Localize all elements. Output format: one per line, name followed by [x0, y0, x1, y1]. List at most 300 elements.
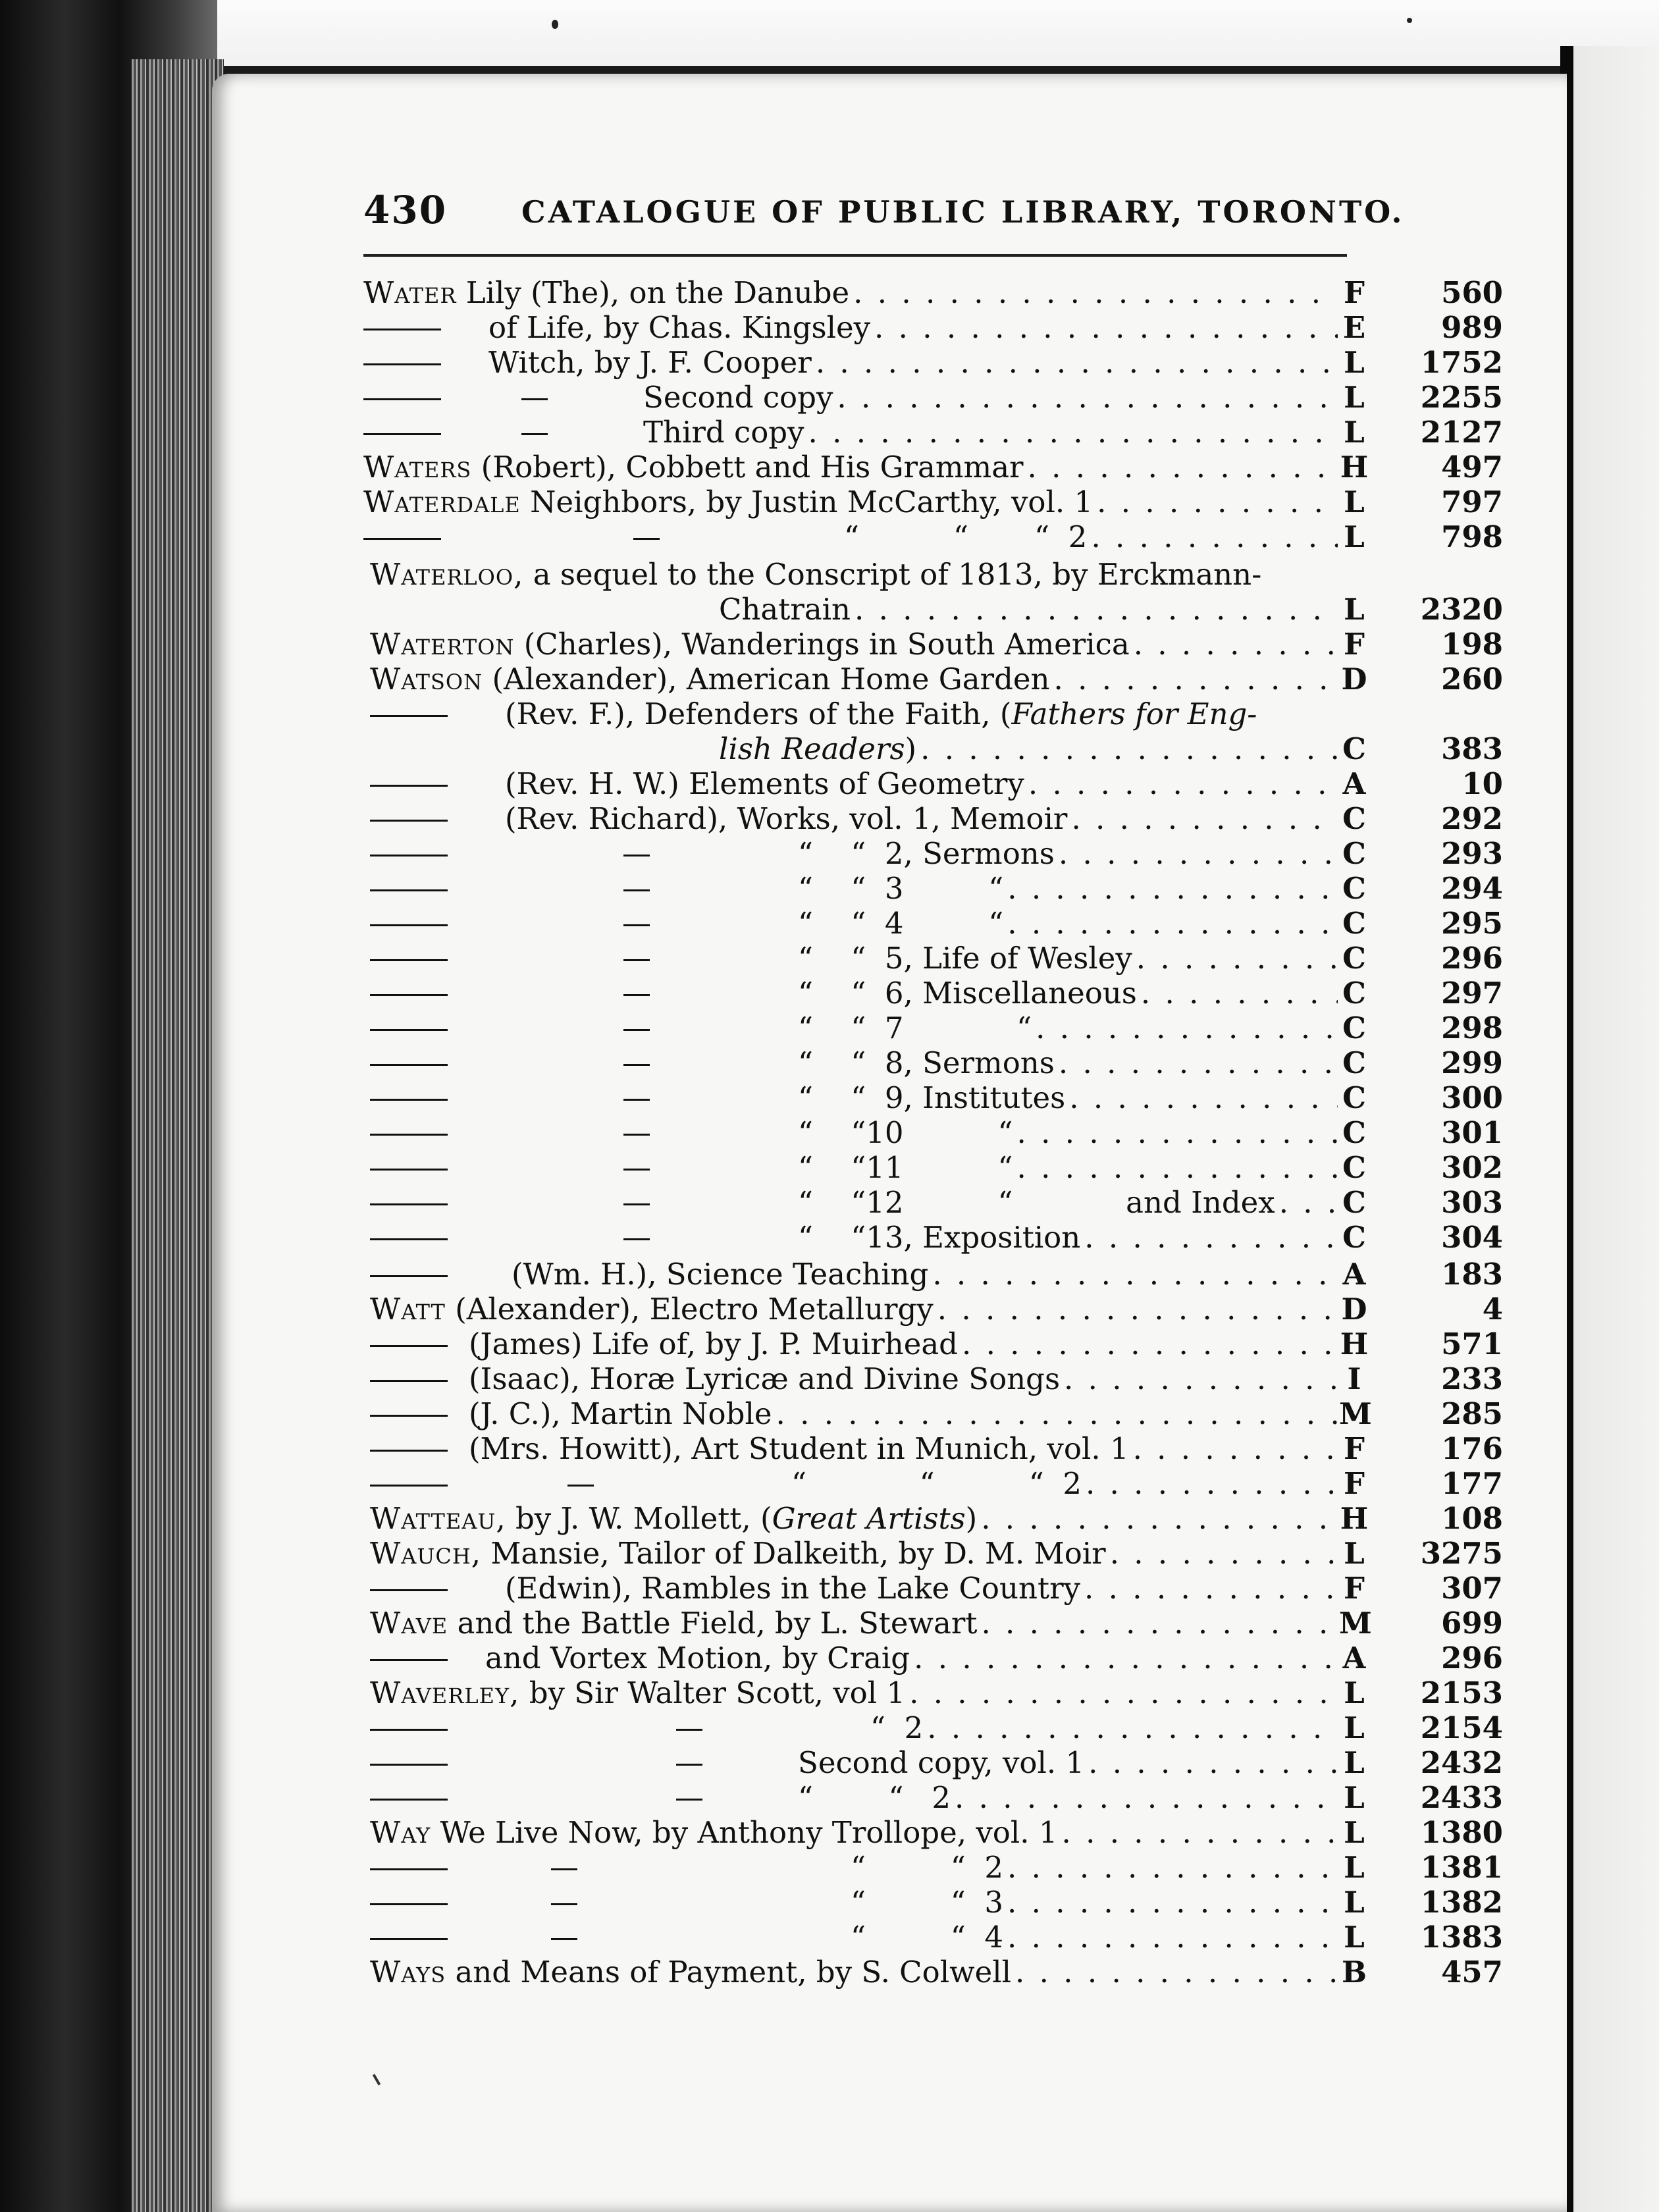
leader-dots — [1053, 662, 1338, 697]
entry-class-letter: C — [1342, 1045, 1366, 1080]
leader-dots — [1028, 766, 1338, 801]
catalogue-entry — [363, 871, 1503, 906]
entry-title — [870, 1710, 923, 1745]
entry-class-letter: L — [1344, 1710, 1365, 1745]
entry-title — [798, 836, 1055, 871]
entry-class-letter: L — [1344, 415, 1365, 450]
entry-shelf-number: 2255 — [1420, 380, 1503, 415]
catalogue-entry — [363, 976, 1503, 1011]
entry-title — [798, 1185, 1275, 1220]
scan-speck — [1407, 18, 1412, 23]
catalogue-entry — [363, 275, 1503, 310]
entry-class-letter: L — [1344, 1675, 1365, 1710]
entry-class-letter: H — [1340, 1501, 1369, 1536]
entry-shelf-number: 298 — [1441, 1011, 1503, 1045]
entry-shelf-number: 1380 — [1420, 1815, 1503, 1850]
entry-text: Neighbors, by Justin McCarthy, vol. 1 — [530, 485, 1093, 519]
entry-title — [505, 801, 1067, 836]
entry-text: “ “12 “ and Index — [798, 1185, 1275, 1220]
leader-dots — [1133, 1431, 1338, 1466]
entry-title — [719, 592, 851, 627]
catalogue-entry — [363, 519, 1503, 554]
entry-text: a sequel to the Conscript of 1813, by Erckmann- — [533, 557, 1262, 592]
leader-dots — [1141, 976, 1338, 1011]
catalogue-entry — [363, 415, 1503, 450]
entry-shelf-number: 2320 — [1420, 592, 1503, 627]
entry-class-letter: F — [1344, 1466, 1365, 1501]
entry-heading: Watteau, — [370, 1501, 506, 1536]
entry-text: (James) Life of, by J. P. Muirhead — [469, 1327, 958, 1361]
catalogue-entry — [363, 485, 1503, 519]
ditto-dash — [370, 1029, 448, 1031]
entry-class-letter: F — [1344, 1571, 1365, 1606]
catalogue-entry — [363, 1115, 1503, 1150]
catalogue-entry — [363, 1955, 1503, 1989]
entry-series: Great Artists — [772, 1501, 966, 1536]
catalogue-entry — [363, 766, 1503, 801]
entry-heading: Waterton — [370, 627, 515, 662]
entry-class-letter: C — [1342, 1011, 1366, 1045]
top-margin — [0, 0, 1659, 66]
ditto-dash — [623, 1169, 650, 1171]
entry-text: “ “ 2 — [798, 1780, 951, 1815]
entry-shelf-number: 108 — [1441, 1501, 1503, 1536]
ditto-dash — [370, 820, 448, 822]
entry-title — [851, 1850, 1003, 1885]
entry-title — [370, 662, 1049, 697]
entry-shelf-number: 1382 — [1420, 1885, 1503, 1920]
ditto-dash — [551, 1903, 577, 1905]
ditto-dash — [676, 1729, 702, 1731]
entry-text: “ “13, Exposition — [798, 1220, 1081, 1255]
entry-text: (Rev. H. W.) Elements of Geometry — [505, 766, 1024, 801]
catalogue-entry — [363, 1361, 1503, 1396]
entry-text: “ “ 4 “ — [798, 906, 1004, 941]
leader-dots — [1084, 1571, 1338, 1606]
entry-shelf-number: 989 — [1441, 310, 1503, 345]
catalogue-entry — [363, 1220, 1503, 1255]
ditto-dash — [623, 1064, 650, 1066]
entry-text: Second copy — [643, 380, 833, 415]
catalogue-entry — [363, 1466, 1503, 1501]
entry-shelf-number: 233 — [1441, 1361, 1503, 1396]
ditto-dash — [623, 994, 650, 996]
entry-series: Fathers for Eng- — [1011, 697, 1257, 731]
catalogue-entry — [363, 1431, 1503, 1466]
catalogue-entry — [363, 836, 1503, 871]
ditto-dash — [370, 715, 448, 717]
entry-title — [643, 415, 804, 450]
entry-class-letter: B — [1341, 1955, 1367, 1989]
entry-class-letter: C — [1342, 976, 1366, 1011]
leader-dots — [1136, 941, 1338, 976]
entry-heading: Waterloo, — [370, 557, 524, 592]
entry-text: (Edwin), Rambles in the Lake Country — [505, 1571, 1081, 1606]
entry-shelf-number: 183 — [1441, 1257, 1503, 1292]
leader-dots — [1007, 1885, 1338, 1920]
ditto-dash — [370, 1203, 448, 1205]
entry-text: “ “ “ 2 — [844, 519, 1088, 554]
catalogue-entry — [363, 1185, 1503, 1220]
catalogue-entry — [363, 557, 1483, 592]
entry-series: lish Readers — [719, 731, 905, 766]
leader-dots — [1069, 1080, 1338, 1115]
entry-title — [505, 766, 1024, 801]
entry-shelf-number: 299 — [1441, 1045, 1503, 1080]
entry-shelf-number: 571 — [1441, 1327, 1503, 1361]
ditto-dash — [370, 1589, 448, 1591]
catalogue-entry — [363, 731, 1503, 766]
entry-title — [798, 1045, 1055, 1080]
catalogue-entry — [363, 1292, 1503, 1327]
entry-class-letter: M — [1339, 1396, 1372, 1431]
entry-text: “ “ 5, Life of Wesley — [798, 941, 1132, 976]
entry-shelf-number: 296 — [1441, 1641, 1503, 1675]
ditto-dash — [623, 855, 650, 856]
entry-class-letter: M — [1339, 1606, 1372, 1641]
ditto-dash — [633, 538, 660, 540]
entry-text: Second copy, vol. 1 — [798, 1745, 1085, 1780]
ditto-dash — [370, 1099, 448, 1101]
entry-text: Witch, by J. F. Cooper — [488, 345, 812, 380]
entry-class-letter: D — [1341, 1292, 1367, 1327]
leader-dots — [1097, 485, 1338, 519]
entry-text: by Sir Walter Scott, vol 1 — [529, 1675, 906, 1710]
catalogue-entry — [363, 1675, 1503, 1710]
leader-dots — [1071, 801, 1338, 836]
entry-heading: Waterdale — [363, 485, 521, 519]
catalogue-entry — [363, 1536, 1503, 1571]
ditto-dash — [370, 1729, 448, 1731]
entry-text: Chatrain — [719, 592, 851, 627]
entry-text: (Robert), Cobbett and His Grammar — [481, 450, 1024, 485]
ditto-dash — [370, 1134, 448, 1136]
entry-shelf-number: 198 — [1441, 627, 1503, 662]
entry-heading: Wave — [370, 1606, 448, 1641]
leader-dots — [1007, 1850, 1338, 1885]
entry-shelf-number: 177 — [1441, 1466, 1503, 1501]
catalogue-entry — [363, 1815, 1503, 1850]
entry-shelf-number: 300 — [1441, 1080, 1503, 1115]
entry-title — [512, 1257, 928, 1292]
ditto-dash — [551, 1938, 577, 1940]
catalogue-entry — [363, 380, 1503, 415]
entry-heading: Waverley, — [370, 1675, 520, 1710]
entry-title — [798, 1011, 1032, 1045]
entry-shelf-number: 457 — [1441, 1955, 1503, 1989]
entry-text: (Charles), Wanderings in South America — [523, 627, 1130, 662]
entry-title — [505, 1571, 1080, 1606]
leader-dots — [1091, 519, 1338, 554]
entry-shelf-number: 798 — [1441, 519, 1503, 554]
entry-class-letter: H — [1340, 1327, 1369, 1361]
ditto-dash — [623, 1029, 650, 1031]
entry-title — [370, 1501, 977, 1536]
entry-title — [798, 1780, 951, 1815]
entry-class-letter: L — [1344, 345, 1365, 380]
entry-title — [798, 1080, 1065, 1115]
catalogue-entry — [363, 1606, 1503, 1641]
entry-class-letter: C — [1342, 731, 1366, 766]
leader-dots — [855, 592, 1338, 627]
entry-title — [798, 1115, 1013, 1150]
entry-text: and Vortex Motion, by Craig — [485, 1641, 910, 1675]
entry-class-letter: A — [1342, 1641, 1366, 1675]
entry-class-letter: L — [1344, 1780, 1365, 1815]
catalogue-entry — [363, 1257, 1503, 1292]
entry-class-letter: A — [1342, 766, 1366, 801]
ditto-dash — [623, 889, 650, 891]
ditto-dash — [370, 1415, 448, 1417]
entry-shelf-number: 2154 — [1420, 1710, 1503, 1745]
ditto-dash — [370, 889, 448, 891]
catalogue-entry — [363, 1080, 1503, 1115]
entry-title — [798, 1150, 1013, 1185]
scan-speck — [552, 20, 558, 29]
entry-text: “ “ 6, Miscellaneous — [798, 976, 1137, 1011]
ditto-dash — [370, 924, 448, 926]
ditto-dash — [363, 329, 441, 330]
leader-dots — [914, 1641, 1338, 1675]
ditto-dash — [370, 994, 448, 996]
ditto-dash — [370, 1064, 448, 1066]
entry-title — [370, 1536, 1106, 1571]
entry-title — [488, 345, 812, 380]
catalogue-entry — [363, 662, 1503, 697]
header-rule — [363, 254, 1347, 257]
entry-title — [370, 1292, 934, 1327]
ditto-dash — [623, 1238, 650, 1240]
entry-class-letter: L — [1344, 519, 1365, 554]
entry-class-letter: D — [1341, 662, 1367, 697]
ditto-dash — [676, 1764, 702, 1766]
entry-title — [798, 976, 1137, 1011]
entry-class-letter: L — [1344, 1850, 1365, 1885]
entry-text: “ “ 8, Sermons — [798, 1045, 1055, 1080]
entry-class-letter: H — [1340, 450, 1369, 485]
entry-title — [370, 1955, 1011, 1989]
entry-text: and the Battle Field, by L. Stewart — [457, 1606, 978, 1641]
catalogue-entry — [363, 345, 1503, 380]
entry-shelf-number: 285 — [1441, 1396, 1503, 1431]
entry-title — [798, 871, 1003, 906]
entry-class-letter: L — [1344, 380, 1365, 415]
entry-text: “ “ 2 — [851, 1850, 1003, 1885]
entry-title — [485, 1641, 910, 1675]
entry-title — [469, 1396, 772, 1431]
leader-dots — [1086, 1466, 1338, 1501]
ditto-dash — [551, 1868, 577, 1870]
leader-dots — [1015, 1955, 1338, 1989]
entry-text: (Alexander), American Home Garden — [492, 662, 1050, 697]
ditto-dash — [370, 959, 448, 961]
entry-shelf-number: 303 — [1441, 1185, 1503, 1220]
leader-dots — [816, 345, 1338, 380]
entry-shelf-number: 302 — [1441, 1150, 1503, 1185]
catalogue-entry — [363, 1011, 1503, 1045]
entry-shelf-number: 294 — [1441, 871, 1503, 906]
entry-text: “ “ 7 “ — [798, 1011, 1032, 1045]
entry-text: “ “10 “ — [798, 1115, 1013, 1150]
entry-text: “ “ “ 2 — [791, 1466, 1082, 1501]
leader-dots — [874, 310, 1338, 345]
entry-text: Mansie, Tailor of Dalkeith, by D. M. Moir — [490, 1536, 1106, 1571]
entry-title — [370, 557, 1261, 592]
entry-text: (Mrs. Howitt), Art Student in Munich, vol. 1 — [469, 1431, 1129, 1466]
entry-class-letter: E — [1342, 310, 1366, 345]
ditto-dash — [370, 1169, 448, 1171]
ditto-dash — [370, 1903, 448, 1905]
ditto-dash — [363, 433, 441, 435]
entry-shelf-number: 4 — [1482, 1292, 1503, 1327]
entry-shelf-number: 1381 — [1420, 1850, 1503, 1885]
leader-dots — [932, 1257, 1338, 1292]
entry-class-letter: L — [1344, 1745, 1365, 1780]
entry-title — [505, 697, 1257, 731]
entry-text: of Life, by Chas. Kingsley — [488, 310, 871, 345]
entry-text: “ “ 3 “ — [798, 871, 1004, 906]
ditto-dash — [623, 1203, 650, 1205]
entry-text: (Alexander), Electro Metallurgy — [455, 1292, 934, 1327]
catalogue-entry — [363, 1780, 1503, 1815]
entry-text: “ 2 — [870, 1710, 924, 1745]
catalogue-entry — [363, 1150, 1503, 1185]
ditto-dash — [363, 398, 441, 400]
leader-dots — [920, 731, 1338, 766]
leader-dots — [1064, 1361, 1338, 1396]
entry-shelf-number: 699 — [1441, 1606, 1503, 1641]
entry-text: “ “ 2, Sermons — [798, 836, 1055, 871]
entry-title — [370, 1606, 977, 1641]
entry-title — [469, 1361, 1060, 1396]
entry-shelf-number: 2127 — [1420, 415, 1503, 450]
entry-title — [488, 310, 870, 345]
catalogue-entry — [363, 906, 1503, 941]
entry-class-letter: C — [1342, 1220, 1366, 1255]
catalogue-entry — [363, 941, 1503, 976]
leader-dots — [981, 1501, 1338, 1536]
ditto-dash — [370, 1868, 448, 1870]
entry-title — [643, 380, 833, 415]
entry-class-letter: C — [1342, 1185, 1366, 1220]
entry-class-letter: F — [1344, 627, 1365, 662]
entry-shelf-number: 497 — [1441, 450, 1503, 485]
entry-shelf-number: 797 — [1441, 485, 1503, 519]
entry-class-letter: C — [1342, 1115, 1366, 1150]
entry-title — [798, 1745, 1084, 1780]
leader-dots — [955, 1780, 1338, 1815]
entry-title — [798, 1220, 1080, 1255]
page-number: 430 — [363, 188, 448, 232]
entry-shelf-number: 296 — [1441, 941, 1503, 976]
catalogue-entry — [363, 1501, 1503, 1536]
entry-class-letter: I — [1347, 1361, 1361, 1396]
entry-text: We Live Now, by Anthony Trollope, vol. 1 — [440, 1815, 1058, 1850]
entry-class-letter: C — [1342, 836, 1366, 871]
entry-heading: Way — [370, 1815, 431, 1850]
entry-shelf-number: 2153 — [1420, 1675, 1503, 1710]
ditto-dash — [623, 924, 650, 926]
entry-title — [798, 906, 1003, 941]
entry-shelf-number: 2433 — [1420, 1780, 1503, 1815]
entry-heading: Ways — [370, 1955, 446, 1989]
entry-shelf-number: 293 — [1441, 836, 1503, 871]
entry-shelf-number: 260 — [1441, 662, 1503, 697]
entry-title — [719, 731, 916, 766]
ditto-dash — [623, 1099, 650, 1101]
entry-title — [370, 1675, 905, 1710]
entry-heading: Water — [363, 275, 457, 310]
entry-shelf-number: 560 — [1441, 275, 1503, 310]
ditto-dash — [567, 1485, 594, 1487]
entry-class-letter: C — [1342, 1080, 1366, 1115]
entry-title — [851, 1920, 1003, 1955]
entry-title — [469, 1431, 1129, 1466]
entry-class-letter: L — [1344, 592, 1365, 627]
entry-title — [469, 1327, 958, 1361]
entry-class-letter: L — [1344, 1536, 1365, 1571]
entry-title — [363, 450, 1024, 485]
ditto-dash — [370, 1380, 448, 1382]
catalogue-entry — [363, 801, 1503, 836]
entry-shelf-number: 383 — [1441, 731, 1503, 766]
entry-text: “ “11 “ — [798, 1150, 1013, 1185]
ditto-dash — [370, 1485, 448, 1487]
entry-title — [791, 1466, 1082, 1501]
catalogue-entry — [363, 627, 1503, 662]
leader-dots — [1279, 1185, 1338, 1220]
leader-dots — [1110, 1536, 1338, 1571]
page-edges — [132, 59, 224, 2212]
leader-dots — [962, 1327, 1338, 1361]
ditto-dash — [370, 1450, 448, 1452]
catalogue-entry — [363, 450, 1503, 485]
catalogue-entry — [363, 310, 1503, 345]
entry-text: Lily (The), on the Danube — [465, 275, 850, 310]
leader-dots — [981, 1606, 1338, 1641]
entry-title — [798, 941, 1132, 976]
leader-dots — [927, 1710, 1338, 1745]
leader-dots — [837, 380, 1338, 415]
entry-shelf-number: 3275 — [1420, 1536, 1503, 1571]
running-head — [363, 188, 1405, 240]
running-title: CATALOGUE OF PUBLIC LIBRARY, TORONTO. — [521, 194, 1405, 230]
entry-class-letter: A — [1342, 1257, 1366, 1292]
entry-text: “ “ 4 — [851, 1920, 1003, 1955]
entry-class-letter: C — [1342, 871, 1366, 906]
catalogue-entry — [363, 1641, 1503, 1675]
ditto-dash — [370, 1938, 448, 1940]
leader-dots — [808, 415, 1338, 450]
leader-dots — [776, 1396, 1338, 1431]
entry-text: and Means of Payment, by S. Colwell — [455, 1955, 1012, 1989]
entry-shelf-number: 1752 — [1420, 345, 1503, 380]
catalogue-entry — [363, 1920, 1503, 1955]
entry-heading: Wauch, — [370, 1536, 482, 1571]
entry-text: “ “ 3 — [851, 1885, 1003, 1920]
leader-dots — [1007, 1920, 1338, 1955]
catalogue-entry — [363, 697, 1483, 731]
entry-text: (J. C.), Martin Noble — [469, 1396, 772, 1431]
entry-class-letter: F — [1344, 275, 1365, 310]
entry-text: by J. W. Mollett, ( — [515, 1501, 772, 1536]
ditto-dash — [623, 1134, 650, 1136]
entry-text: “ “ 9, Institutes — [798, 1080, 1066, 1115]
catalogue-entry — [363, 1885, 1503, 1920]
entry-title — [370, 627, 1130, 662]
ditto-dash — [370, 785, 448, 787]
entry-heading: Watt — [370, 1292, 446, 1327]
